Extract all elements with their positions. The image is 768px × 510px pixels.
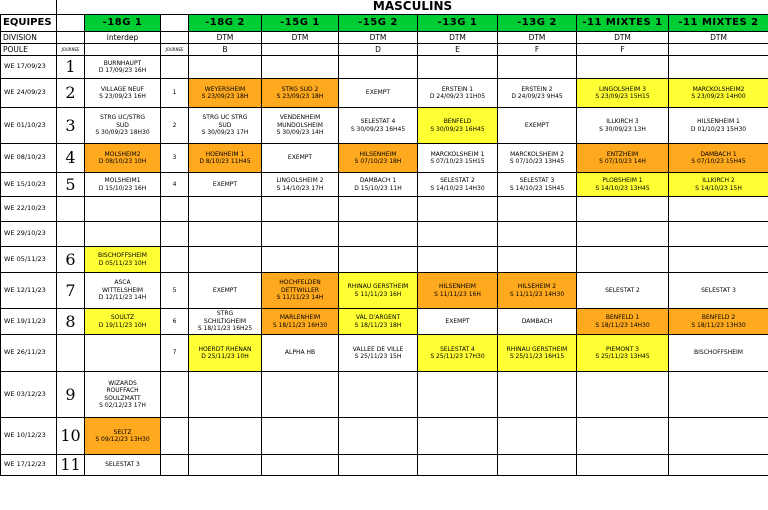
match-cell: ILLKIRCH 3 S 30/09/23 13H: [577, 108, 669, 144]
match-cell: BENFELD 2 S 18/11/23 13H30: [669, 309, 768, 335]
match-cell: SELESTAT 2: [577, 273, 669, 309]
journee-number: [57, 335, 85, 372]
match-cell: EXEMPT: [418, 309, 498, 335]
match-cell: [577, 372, 669, 418]
team-header: -11 MIXTES 1: [577, 15, 669, 32]
journee-number: 2: [161, 108, 189, 144]
table-row: [1, 335, 768, 372]
table-row: [1, 56, 768, 79]
match-cell: LINGOLSHEIM 3 S 23/09/23 15H15: [577, 79, 669, 108]
team-header: -15G 1: [262, 15, 339, 32]
week-cell: WE 17/09/23: [1, 56, 57, 79]
journee-number: [161, 418, 189, 455]
match-cell: EXEMPT: [498, 108, 577, 144]
match-cell: [669, 418, 768, 455]
match-cell: [669, 56, 768, 79]
week-cell: WE 10/12/23: [1, 418, 57, 455]
journee-number: [161, 247, 189, 273]
week-cell: WE 19/11/23: [1, 309, 57, 335]
table-row: [1, 108, 768, 144]
poule-label: POULE: [1, 44, 57, 56]
match-cell: DAMBACH: [498, 309, 577, 335]
sheet-title: MASCULINS: [57, 0, 768, 15]
division-cell: DTM: [262, 32, 339, 44]
team-header: -18G 2: [189, 15, 262, 32]
match-cell: MARCKOLSHEIM2 S 23/09/23 14H00: [669, 79, 768, 108]
table-row: [1, 273, 768, 309]
journee-number: [161, 372, 189, 418]
match-cell: [262, 56, 339, 79]
match-cell: [262, 222, 339, 247]
table-row: [1, 197, 768, 222]
match-cell: [189, 455, 262, 476]
match-cell: [85, 222, 161, 247]
journee-label: JOURNEE: [57, 44, 85, 56]
match-cell: [669, 197, 768, 222]
match-cell: [85, 335, 161, 372]
match-cell: [189, 197, 262, 222]
match-cell: [669, 455, 768, 476]
match-cell: HOERDT RHENAN D 25/11/23 10H: [189, 335, 262, 372]
poule-cell: D: [339, 44, 418, 56]
journee-number: [161, 56, 189, 79]
table-row: [1, 222, 768, 247]
table-row: [1, 455, 768, 476]
equipes-label: EQUIPES: [1, 15, 57, 32]
match-cell: MOLSHEIM2 D 08/10/23 10H: [85, 144, 161, 173]
poule-cell: E: [418, 44, 498, 56]
match-cell: [339, 247, 418, 273]
match-cell: STRG SUD 2 S 23/09/23 18H: [262, 79, 339, 108]
match-cell: [418, 197, 498, 222]
journee-number: 1: [57, 56, 85, 79]
match-cell: [262, 372, 339, 418]
match-cell: ERSTEIN 1 D 24/09/23 11H05: [418, 79, 498, 108]
week-cell: WE 15/10/23: [1, 173, 57, 197]
match-cell: HILSENHEIM S 11/11/23 16H: [418, 273, 498, 309]
team-header: -15G 2: [339, 15, 418, 32]
match-cell: [189, 247, 262, 273]
journee-number: 2: [57, 79, 85, 108]
journee-number: 3: [57, 108, 85, 144]
match-cell: [189, 372, 262, 418]
match-cell: [418, 247, 498, 273]
match-cell: [669, 222, 768, 247]
match-cell: [189, 418, 262, 455]
match-cell: VAL D'ARGENT S 18/11/23 18H: [339, 309, 418, 335]
week-cell: WE 17/12/23: [1, 455, 57, 476]
match-cell: [418, 455, 498, 476]
match-cell: [577, 418, 669, 455]
match-cell: [498, 197, 577, 222]
match-cell: BURNHAUPT D 17/09/23 16H: [85, 56, 161, 79]
match-cell: BENFELD 1 S 18/11/23 14H30: [577, 309, 669, 335]
match-cell: BENFELD S 30/09/23 16H45: [418, 108, 498, 144]
journee-number: 4: [161, 173, 189, 197]
match-cell: SOULTZ D 19/11/23 10H: [85, 309, 161, 335]
match-cell: VALLEE DE VILLE S 25/11/23 15H: [339, 335, 418, 372]
week-cell: WE 08/10/23: [1, 144, 57, 173]
match-cell: [262, 455, 339, 476]
poule-cell: F: [498, 44, 577, 56]
journee-number: 1: [161, 79, 189, 108]
journee-number: [57, 197, 85, 222]
match-cell: ILLKIRCH 2 S 14/10/23 15H: [669, 173, 768, 197]
table-row: [1, 79, 768, 108]
journee-number: 6: [161, 309, 189, 335]
match-cell: LINGOLSHEIM 2 S 14/10/23 17H: [262, 173, 339, 197]
match-cell: WIZARDS ROUFFACH SOULZMATT S 02/12/23 17H: [85, 372, 161, 418]
journee-number: 7: [57, 273, 85, 309]
match-cell: [85, 197, 161, 222]
match-cell: SELESTAT 3: [669, 273, 768, 309]
division-cell: interdep: [85, 32, 161, 44]
week-cell: WE 29/10/23: [1, 222, 57, 247]
match-cell: SELTZ S 09/12/23 13H30: [85, 418, 161, 455]
match-cell: [339, 197, 418, 222]
match-cell: HOENHEIM 1 D 8/10/23 11H45: [189, 144, 262, 173]
team-header: -18G 1: [85, 15, 161, 32]
week-cell: WE 24/09/23: [1, 79, 57, 108]
table-row: [1, 309, 768, 335]
journee-number: [161, 222, 189, 247]
team-header: -11 MIXTES 2: [669, 15, 768, 32]
match-cell: DAMBACH 1 S 07/10/23 15H45: [669, 144, 768, 173]
match-cell: SELESTAT 4 S 25/11/23 17H30: [418, 335, 498, 372]
match-cell: [577, 197, 669, 222]
division-cell: DTM: [418, 32, 498, 44]
journee-number: 9: [57, 372, 85, 418]
team-header: -13G 1: [418, 15, 498, 32]
journee-number: 7: [161, 335, 189, 372]
journee-number: 5: [161, 273, 189, 309]
journee-number: [161, 455, 189, 476]
match-cell: WEYERSHEIM S 23/09/23 18H: [189, 79, 262, 108]
match-cell: [418, 372, 498, 418]
journee-number: 6: [57, 247, 85, 273]
poule-cell: F: [577, 44, 669, 56]
journee-number: 3: [161, 144, 189, 173]
match-cell: RHINAU GERSTHEIM S 25/11/23 16H15: [498, 335, 577, 372]
team-header: -13G 2: [498, 15, 577, 32]
division-cell: DTM: [669, 32, 768, 44]
week-cell: WE 26/11/23: [1, 335, 57, 372]
division-cell: DTM: [498, 32, 577, 44]
match-cell: [577, 222, 669, 247]
week-cell: WE 22/10/23: [1, 197, 57, 222]
match-cell: [498, 56, 577, 79]
match-cell: [498, 418, 577, 455]
match-cell: [418, 222, 498, 247]
match-cell: [577, 247, 669, 273]
match-cell: [669, 372, 768, 418]
match-cell: EXEMPT: [189, 273, 262, 309]
match-cell: HOCHFELDEN DETTWILLER S 11/11/23 14H: [262, 273, 339, 309]
match-cell: [339, 418, 418, 455]
match-cell: [339, 222, 418, 247]
journee-number: 8: [57, 309, 85, 335]
match-cell: SELESTAT 4 S 30/09/23 16H45: [339, 108, 418, 144]
week-cell: WE 03/12/23: [1, 372, 57, 418]
match-cell: [339, 455, 418, 476]
match-cell: HILSENHEIM S 07/10/23 18H: [339, 144, 418, 173]
match-cell: [339, 56, 418, 79]
match-cell: ALPHA HB: [262, 335, 339, 372]
journee-number: [161, 197, 189, 222]
match-cell: BISCHOFFSHEIM: [669, 335, 768, 372]
table-row: [1, 173, 768, 197]
week-cell: WE 05/11/23: [1, 247, 57, 273]
match-cell: [189, 56, 262, 79]
match-cell: [339, 372, 418, 418]
match-cell: [262, 197, 339, 222]
match-cell: [189, 222, 262, 247]
match-cell: [498, 222, 577, 247]
table-row: [1, 247, 768, 273]
table-row: [1, 372, 768, 418]
journee-number: 10: [57, 418, 85, 455]
match-cell: ASCA WITTELSHEIM D 12/11/23 14H: [85, 273, 161, 309]
match-cell: [418, 56, 498, 79]
match-cell: [498, 455, 577, 476]
journee-number: [57, 222, 85, 247]
match-cell: STRG UC STRG SUD S 30/09/23 17H: [189, 108, 262, 144]
match-cell: SELESTAT 3: [85, 455, 161, 476]
match-cell: [262, 418, 339, 455]
match-cell: [498, 372, 577, 418]
match-cell: SELESTAT 2 S 14/10/23 14H30: [418, 173, 498, 197]
match-cell: ENTZHEIM S 07/10/23 14H: [577, 144, 669, 173]
match-cell: PLOBSHEIM 1 S 14/10/23 13H45: [577, 173, 669, 197]
match-cell: STRG SCHILTIGHEIM S 18/11/23 16H25: [189, 309, 262, 335]
match-cell: [498, 247, 577, 273]
division-cell: DTM: [189, 32, 262, 44]
match-cell: HILSENHEIM 1 D 01/10/23 15H30: [669, 108, 768, 144]
match-cell: [577, 455, 669, 476]
match-cell: MARCKOLSHEIM 1 S 07/10/23 15H15: [418, 144, 498, 173]
match-cell: HILSEHEIM 2 S 11/11/23 14H30: [498, 273, 577, 309]
poule-cell: [669, 44, 768, 56]
journee-number: 5: [57, 173, 85, 197]
match-cell: RHINAU GERSTHEIM S 11/11/23 16H: [339, 273, 418, 309]
match-cell: [262, 247, 339, 273]
match-cell: EXEMPT: [339, 79, 418, 108]
match-cell: MARCKOLSHEIM 2 S 07/10/23 13H45: [498, 144, 577, 173]
match-cell: DAMBACH 1 D 15/10/23 11H: [339, 173, 418, 197]
match-cell: MOLSHEIM1 D 15/10/23 16H: [85, 173, 161, 197]
schedule-body: [1, 56, 768, 476]
table-row: [1, 144, 768, 173]
division-cell: DTM: [339, 32, 418, 44]
match-cell: [669, 247, 768, 273]
match-cell: EXEMPT: [189, 173, 262, 197]
match-cell: VENDENHEIM MUNDOLSHEIM S 30/09/23 14H: [262, 108, 339, 144]
match-cell: EXEMPT: [262, 144, 339, 173]
match-cell: PIEMONT 3 S 25/11/23 13H45: [577, 335, 669, 372]
poule-cell: [85, 44, 161, 56]
match-cell: [418, 418, 498, 455]
week-cell: WE 12/11/23: [1, 273, 57, 309]
match-cell: MARLENHEIM S 18/11/23 16H30: [262, 309, 339, 335]
match-cell: ERSTEIN 2 D 24/09/23 9H45: [498, 79, 577, 108]
match-cell: STRG UC/STRG SUD S 30/09/23 18H30: [85, 108, 161, 144]
division-cell: DTM: [577, 32, 669, 44]
poule-cell: [262, 44, 339, 56]
match-cell: BISCHOFFSHEIM D 05/11/23 10H: [85, 247, 161, 273]
journee-number: 4: [57, 144, 85, 173]
table-row: [1, 418, 768, 455]
division-label: DIVISION: [1, 32, 57, 44]
journee-label: JOURNEE: [161, 44, 189, 56]
week-cell: WE 01/10/23: [1, 108, 57, 144]
match-cell: VILLAGE NEUF S 23/09/23 16H: [85, 79, 161, 108]
match-cell: [577, 56, 669, 79]
match-cell: SELESTAT 3 S 14/10/23 15H45: [498, 173, 577, 197]
journee-number: 11: [57, 455, 85, 476]
poule-cell: B: [189, 44, 262, 56]
